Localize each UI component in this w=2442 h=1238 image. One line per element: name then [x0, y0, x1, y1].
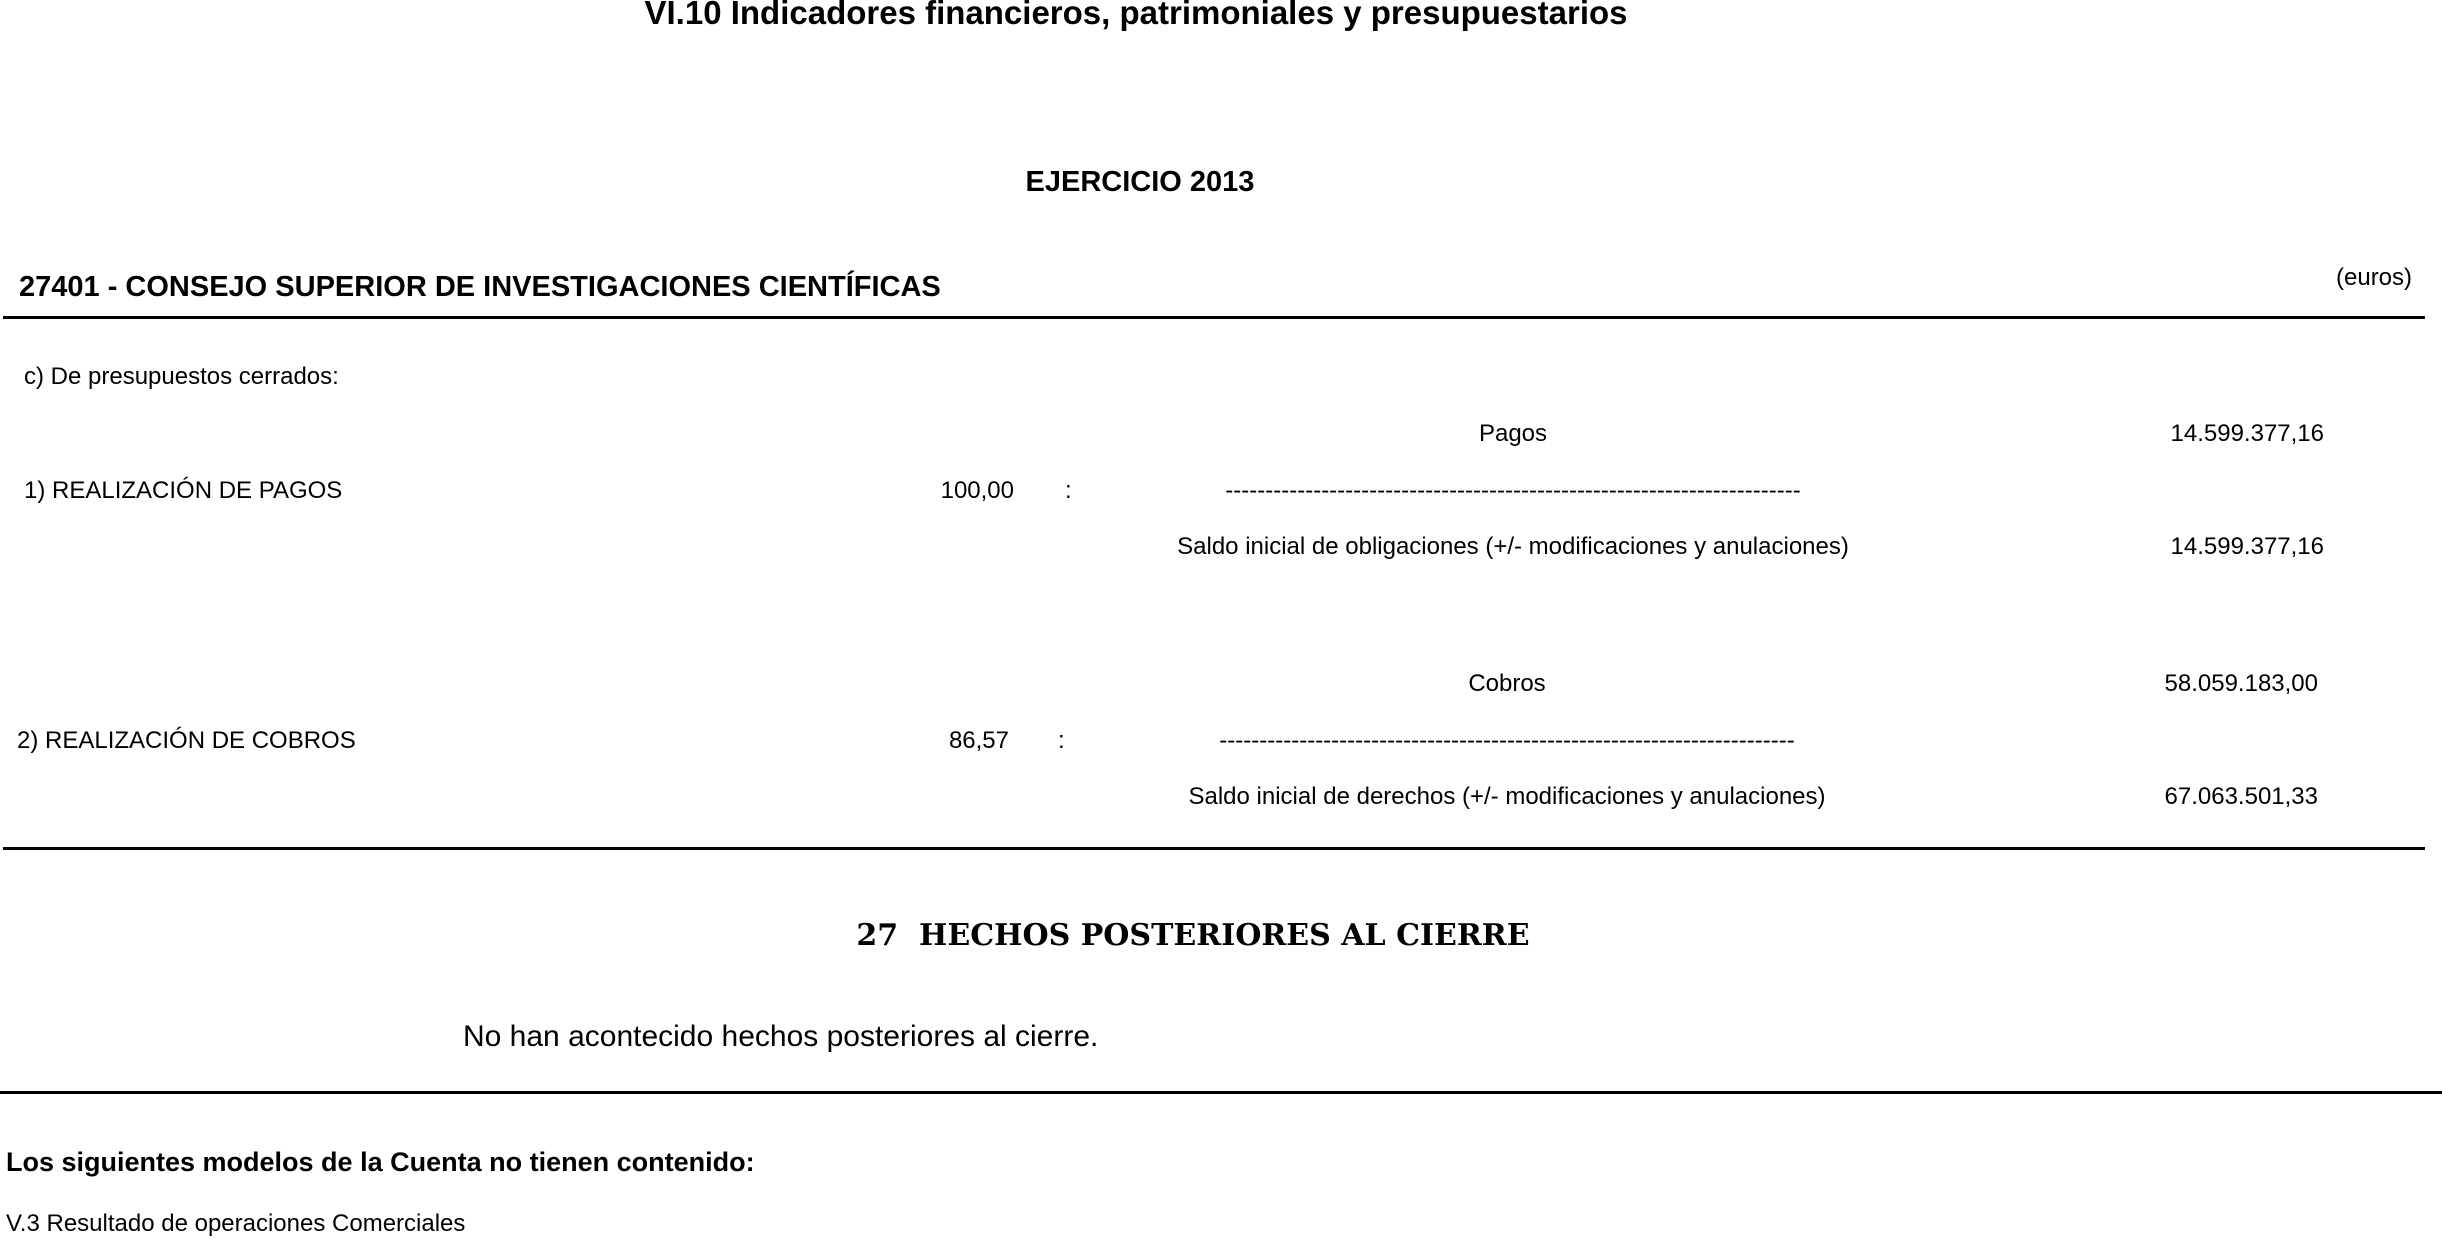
- denominator-value: 67.063.501,33: [2164, 783, 2318, 810]
- fraction-divider: ------------------------------------------------------------------------: [1225, 477, 1801, 504]
- middle-divider: [3, 847, 2425, 850]
- empty-model-item: V.3 Resultado de operaciones Comerciales: [6, 1210, 466, 1237]
- indicator-colon: :: [1058, 727, 1065, 754]
- numerator-value: 14.599.377,16: [2170, 420, 2324, 447]
- section-number: 27: [856, 918, 899, 953]
- indicator-value: 86,57: [948, 727, 1009, 754]
- exercise-year: EJERCICIO 2013: [1025, 166, 1255, 198]
- denominator-label: Saldo inicial de derechos (+/- modificaciones y anulaciones): [1188, 783, 1826, 810]
- units-label: (euros): [2336, 264, 2413, 291]
- empty-models-heading: Los siguientes modelos de la Cuenta no tienen contenido:: [6, 1147, 755, 1177]
- fraction-divider: ------------------------------------------------------------------------: [1219, 727, 1795, 754]
- subsequent-events-note: No han acontecido hechos posteriores al cierre.: [463, 1020, 1099, 1053]
- denominator-value: 14.599.377,16: [2170, 533, 2324, 560]
- indicator-value: 100,00: [940, 477, 1014, 504]
- indicator-name: 1) REALIZACIÓN DE PAGOS: [24, 477, 343, 504]
- section-title: HECHOS POSTERIORES AL CIERRE: [919, 918, 1530, 953]
- numerator-label: Cobros: [1468, 670, 1546, 697]
- indicator-name: 2) REALIZACIÓN DE COBROS: [17, 727, 356, 754]
- top-divider: [3, 316, 2425, 319]
- bottom-divider: [0, 1091, 2442, 1094]
- indicator-colon: :: [1065, 477, 1072, 504]
- organization-name: 27401 - CONSEJO SUPERIOR DE INVESTIGACIONES CIENTÍFICAS: [19, 271, 941, 303]
- section-heading: [856, 918, 1529, 953]
- denominator-label: Saldo inicial de obligaciones (+/- modificaciones y anulaciones): [1177, 533, 1849, 560]
- section-label: c) De presupuestos cerrados:: [24, 363, 339, 390]
- page-title: VI.10 Indicadores financieros, patrimoniales y presupuestarios: [644, 0, 1628, 31]
- numerator-value: 58.059.183,00: [2164, 670, 2318, 697]
- numerator-label: Pagos: [1478, 420, 1548, 447]
